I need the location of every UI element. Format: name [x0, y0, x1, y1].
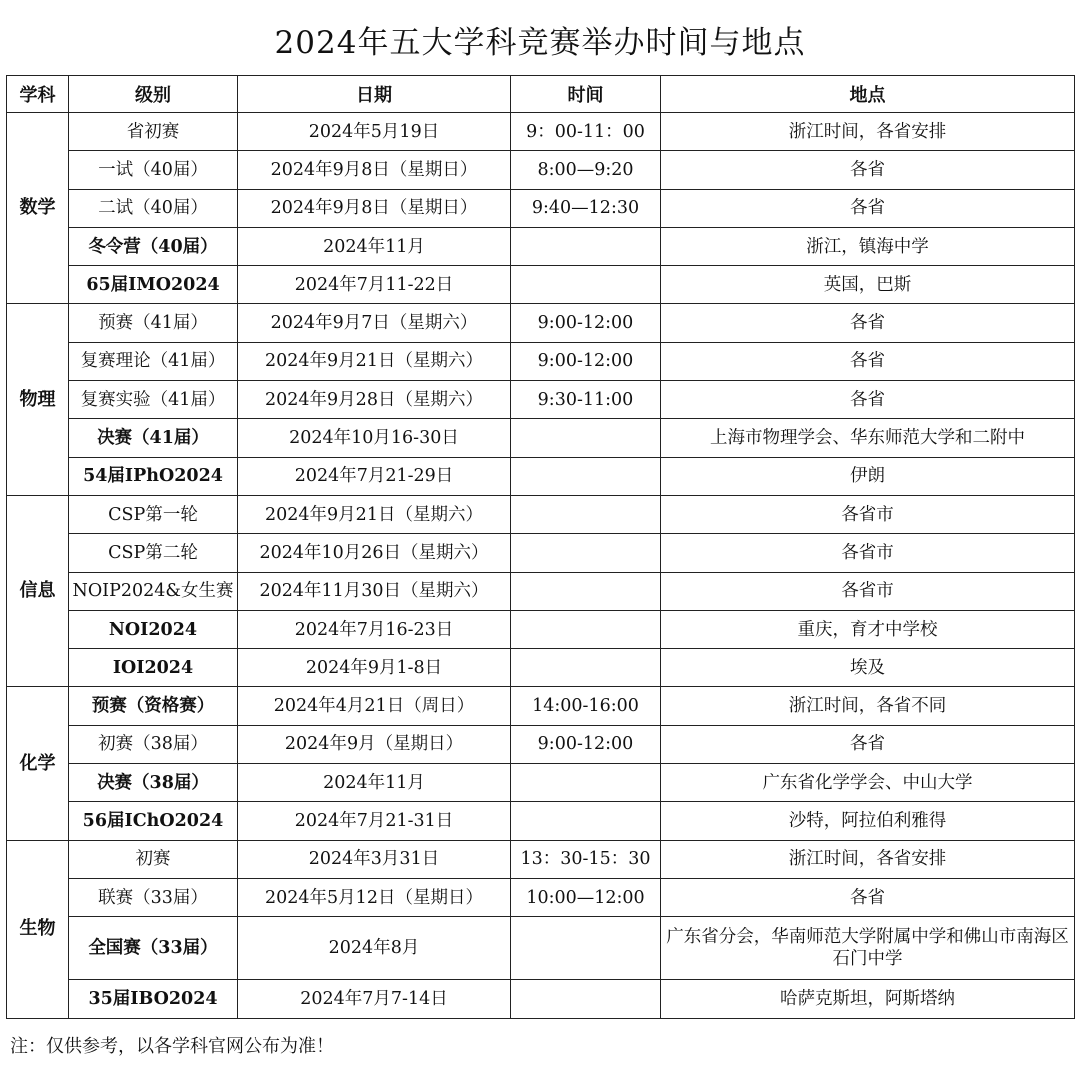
level-cell: 复赛理论（41届） — [69, 342, 238, 380]
level-cell: 决赛（38届） — [69, 764, 238, 802]
time-cell: 9:30-11:00 — [511, 381, 661, 419]
subject-cell: 化学 — [7, 687, 69, 840]
table-row — [7, 878, 1075, 916]
place-cell: 上海市物理学会、华东师范大学和二附中 — [661, 419, 1075, 457]
date-cell: 2024年9月21日（星期六） — [238, 495, 511, 533]
place-cell: 各省 — [661, 725, 1075, 763]
date-cell: 2024年7月16-23日 — [238, 610, 511, 648]
place-cell: 广东省分会，华南师范大学附属中学和佛山市南海区石门中学 — [661, 917, 1075, 980]
level-cell: 初赛 — [69, 840, 238, 878]
time-cell — [511, 227, 661, 265]
level-cell: 冬令营（40届） — [69, 227, 238, 265]
table-row — [7, 764, 1075, 802]
level-cell: 预赛（41届） — [69, 304, 238, 342]
date-cell: 2024年10月16-30日 — [238, 419, 511, 457]
table-row — [7, 725, 1075, 763]
header-level: 级别 — [69, 76, 238, 113]
table-body — [7, 113, 1075, 1019]
level-cell: 一试（40届） — [69, 151, 238, 189]
date-cell: 2024年9月28日（星期六） — [238, 381, 511, 419]
date-cell: 2024年9月7日（星期六） — [238, 304, 511, 342]
table-row — [7, 342, 1075, 380]
time-cell — [511, 980, 661, 1018]
date-cell: 2024年7月21-31日 — [238, 802, 511, 840]
date-cell: 2024年9月1-8日 — [238, 649, 511, 687]
header-date: 日期 — [238, 76, 511, 113]
header-subject: 学科 — [7, 76, 69, 113]
level-cell: IOI2024 — [69, 649, 238, 687]
time-cell: 9:00-12:00 — [511, 725, 661, 763]
time-cell — [511, 802, 661, 840]
level-cell: 56届IChO2024 — [69, 802, 238, 840]
time-cell — [511, 572, 661, 610]
table-row — [7, 419, 1075, 457]
level-cell: 决赛（41届） — [69, 419, 238, 457]
place-cell: 沙特，阿拉伯利雅得 — [661, 802, 1075, 840]
footnote: 注：仅供参考，以各学科官网公布为准！ — [10, 1036, 334, 1057]
subject-cell: 数学 — [7, 113, 69, 304]
level-cell: 35届IBO2024 — [69, 980, 238, 1018]
place-cell: 广东省化学学会、中山大学 — [661, 764, 1075, 802]
table-header-row — [7, 76, 1075, 113]
table-row — [7, 840, 1075, 878]
time-cell — [511, 495, 661, 533]
subject-cell: 信息 — [7, 495, 69, 686]
date-cell: 2024年11月 — [238, 764, 511, 802]
time-cell — [511, 764, 661, 802]
date-cell: 2024年8月 — [238, 917, 511, 980]
level-cell: CSP第二轮 — [69, 534, 238, 572]
time-cell: 13：30-15：30 — [511, 840, 661, 878]
date-cell: 2024年5月12日（星期日） — [238, 878, 511, 916]
place-cell: 浙江时间，各省不同 — [661, 687, 1075, 725]
level-cell: NOI2024 — [69, 610, 238, 648]
header-place: 地点 — [661, 76, 1075, 113]
place-cell: 各省市 — [661, 572, 1075, 610]
place-cell: 各省 — [661, 151, 1075, 189]
table-row — [7, 687, 1075, 725]
level-cell: NOIP2024&女生赛 — [69, 572, 238, 610]
level-cell: 联赛（33届） — [69, 878, 238, 916]
table-row — [7, 649, 1075, 687]
place-cell: 浙江时间，各省安排 — [661, 113, 1075, 151]
competition-schedule-table — [6, 75, 1075, 1019]
level-cell: 二试（40届） — [69, 189, 238, 227]
table-row — [7, 457, 1075, 495]
table-row — [7, 113, 1075, 151]
date-cell: 2024年7月11-22日 — [238, 266, 511, 304]
table-row — [7, 151, 1075, 189]
place-cell: 各省 — [661, 381, 1075, 419]
time-cell: 9:00-12:00 — [511, 304, 661, 342]
subject-cell: 生物 — [7, 840, 69, 1018]
time-cell: 10:00—12:00 — [511, 878, 661, 916]
time-cell — [511, 266, 661, 304]
place-cell: 哈萨克斯坦，阿斯塔纳 — [661, 980, 1075, 1018]
table-row — [7, 495, 1075, 533]
place-cell: 英国，巴斯 — [661, 266, 1075, 304]
place-cell: 重庆，育才中学校 — [661, 610, 1075, 648]
place-cell: 各省 — [661, 342, 1075, 380]
table-row — [7, 980, 1075, 1018]
place-cell: 浙江，镇海中学 — [661, 227, 1075, 265]
time-cell — [511, 649, 661, 687]
time-cell: 9：00-11：00 — [511, 113, 661, 151]
level-cell: 全国赛（33届） — [69, 917, 238, 980]
time-cell: 8:00—9:20 — [511, 151, 661, 189]
table-row — [7, 610, 1075, 648]
table-row — [7, 304, 1075, 342]
place-cell: 各省 — [661, 878, 1075, 916]
table-row — [7, 189, 1075, 227]
time-cell: 9:00-12:00 — [511, 342, 661, 380]
date-cell: 2024年3月31日 — [238, 840, 511, 878]
level-cell: 54届IPhO2024 — [69, 457, 238, 495]
level-cell: 初赛（38届） — [69, 725, 238, 763]
level-cell: CSP第一轮 — [69, 495, 238, 533]
time-cell — [511, 917, 661, 980]
time-cell: 9:40—12:30 — [511, 189, 661, 227]
date-cell: 2024年9月8日（星期日） — [238, 151, 511, 189]
page-title: 2024年五大学科竞赛举办时间与地点 — [274, 25, 806, 61]
place-cell: 各省 — [661, 189, 1075, 227]
place-cell: 埃及 — [661, 649, 1075, 687]
date-cell: 2024年4月21日（周日） — [238, 687, 511, 725]
subject-cell: 物理 — [7, 304, 69, 495]
date-cell: 2024年10月26日（星期六） — [238, 534, 511, 572]
place-cell: 伊朗 — [661, 457, 1075, 495]
header-time: 时间 — [511, 76, 661, 113]
date-cell: 2024年5月19日 — [238, 113, 511, 151]
date-cell: 2024年11月30日（星期六） — [238, 572, 511, 610]
time-cell — [511, 610, 661, 648]
level-cell: 预赛（资格赛） — [69, 687, 238, 725]
table-row — [7, 266, 1075, 304]
place-cell: 浙江时间，各省安排 — [661, 840, 1075, 878]
place-cell: 各省市 — [661, 495, 1075, 533]
level-cell: 65届IMO2024 — [69, 266, 238, 304]
date-cell: 2024年9月（星期日） — [238, 725, 511, 763]
level-cell: 复赛实验（41届） — [69, 381, 238, 419]
date-cell: 2024年11月 — [238, 227, 511, 265]
table-row — [7, 534, 1075, 572]
table-row — [7, 802, 1075, 840]
time-cell: 14:00-16:00 — [511, 687, 661, 725]
place-cell: 各省 — [661, 304, 1075, 342]
table-row — [7, 381, 1075, 419]
date-cell: 2024年9月8日（星期日） — [238, 189, 511, 227]
time-cell — [511, 419, 661, 457]
date-cell: 2024年9月21日（星期六） — [238, 342, 511, 380]
place-cell: 各省市 — [661, 534, 1075, 572]
date-cell: 2024年7月21-29日 — [238, 457, 511, 495]
time-cell — [511, 457, 661, 495]
date-cell: 2024年7月7-14日 — [238, 980, 511, 1018]
table-row — [7, 572, 1075, 610]
time-cell — [511, 534, 661, 572]
level-cell: 省初赛 — [69, 113, 238, 151]
table-row — [7, 917, 1075, 980]
table-row — [7, 227, 1075, 265]
